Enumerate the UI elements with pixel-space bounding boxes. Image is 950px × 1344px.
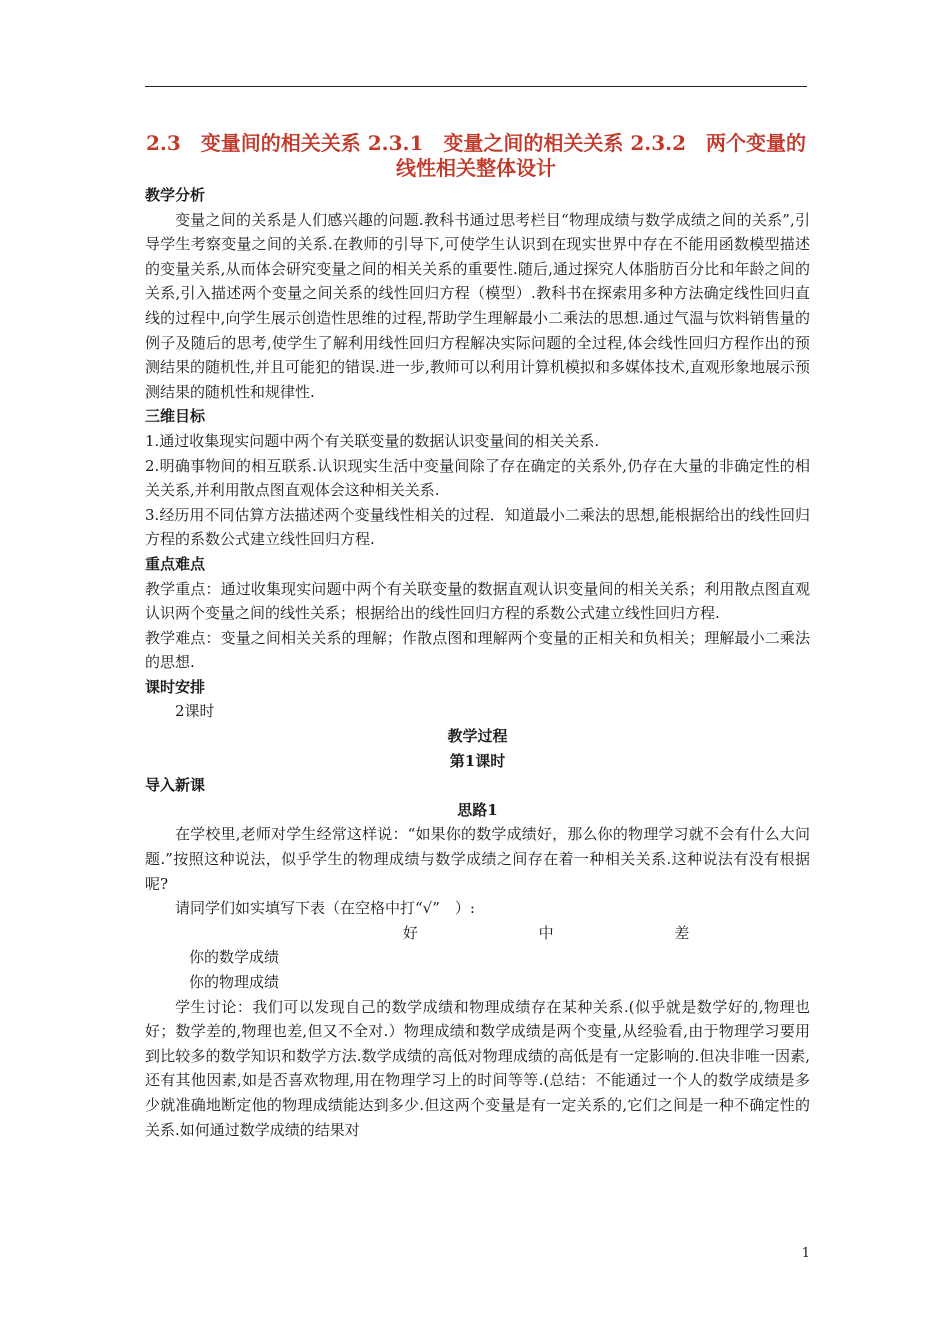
- idea-heading: 思路1: [457, 800, 498, 819]
- section-heading-key: 重点难点: [145, 554, 206, 573]
- header-rule: [145, 86, 807, 87]
- document-title: 2.3 变量间的相关关系 2.3.1 变量之间的相关关系 2.3.2 两个变量的线性相关整体设计: [145, 131, 807, 180]
- grade-row-math: 你的数学成绩: [189, 948, 280, 967]
- process-heading: 教学过程: [447, 727, 508, 746]
- grade-table-header: [145, 921, 810, 946]
- table-prompt: 请同学们如实填写下表（在空格中打“√” ）:: [175, 899, 475, 918]
- discussion-paragraph: 学生讨论：我们可以发现自己的数学成绩和物理成绩存在某种关系.(似乎就是数学好的,物理也好；数学差的,物理也差,但又不全对.）物理成绩和数学成绩是两个变量,从经验看,由于物理学习要用到比较多的数学知识和数学方法.数学成绩的高低对物理成绩的高低是有一定影响的.但决非唯一因素,还有其他因素,如是否喜欢物理,用在物理学习上的时间等等.(总结：不能通过一个人的数学成绩是多少就准确地断定他的物理成绩能达到多少.但这两个变量是有一定关系的,它们之间是一种不确定性的关系.如何通过数学成绩的结果对: [145, 997, 810, 1139]
- section-heading-goals: 三维目标: [145, 407, 206, 426]
- page-number: 1: [801, 1246, 810, 1261]
- section-heading-analysis: 教学分析: [145, 186, 206, 204]
- section-heading-intro: 导入新课: [145, 776, 206, 795]
- schedule-text: 2课时: [175, 702, 215, 721]
- difficult-point-paragraph: 教学难点：变量之间相关关系的理解；作散点图和理解两个变量的正相关和负相关；理解最小二乘法的思想.: [145, 628, 810, 672]
- key-point-paragraph: 教学重点：通过收集现实问题中两个有关联变量的数据直观认识变量间的相关关系；利用散点图直观认识两个变量之间的线性关系；根据给出的线性回归方程的系数公式建立线性回归方程.: [145, 579, 810, 623]
- intro-paragraph: 在学校里,老师对学生经常这样说：“如果你的数学成绩好，那么你的物理学习就不会有什么大问题.”按照这种说法，似乎学生的物理成绩与数学成绩之间存在着一种相关关系.这种说法有没有根据呢?: [145, 825, 810, 893]
- section-heading-schedule: 课时安排: [145, 677, 206, 696]
- goal-item: 1.通过收集现实问题中两个有关联变量的数据认识变量间的相关关系.: [145, 431, 600, 450]
- analysis-paragraph: 变量之间的关系是人们感兴趣的问题.教科书通过思考栏目“物理成绩与数学成绩之间的关系”,引导学生考察变量之间的关系.在教师的引导下,可使学生认识到在现实世界中存在不能用函数模型描述的变量关系,从而体会研究变量之间的相关关系的重要性.随后,通过探究人体脂肪百分比和年龄之间的关系,引入描述两个变量之间关系的线性回归方程（模型）.教科书在探索用多种方法确定线性回归直线的过程中,向学生展示创造性思维的过程,帮助学生理解最小二乘法的思想.通过气温与饮料销售量的例子及随后的思考,使学生了解利用线性回归方程解决实际问题的全过程,体会线性回归方程作出的预测结果的随机性,并且可能犯的错误.进一步,教师可以利用计算机模拟和多媒体技术,直观形象地展示预测结果的随机性和规律性.: [145, 210, 810, 401]
- grade-mid-label: 中: [538, 923, 554, 942]
- document-body: [145, 183, 810, 1142]
- grade-row-physics: 你的物理成绩: [189, 973, 280, 991]
- goal-item: 2.明确事物间的相互联系.认识现实生活中变量间除了存在确定的关系外,仍存在大量的非确定性的相关关系,并利用散点图直观体会这种相关关系.: [145, 456, 810, 500]
- grade-poor-label: 差: [674, 923, 690, 942]
- goal-item: 3.经历用不同估算方法描述两个变量线性相关的过程．知道最小二乘法的思想,能根据给出的线性回归方程的系数公式建立线性回归方程.: [145, 505, 810, 549]
- lesson-heading: 第1课时: [449, 751, 506, 770]
- grade-good-label: 好: [403, 923, 419, 942]
